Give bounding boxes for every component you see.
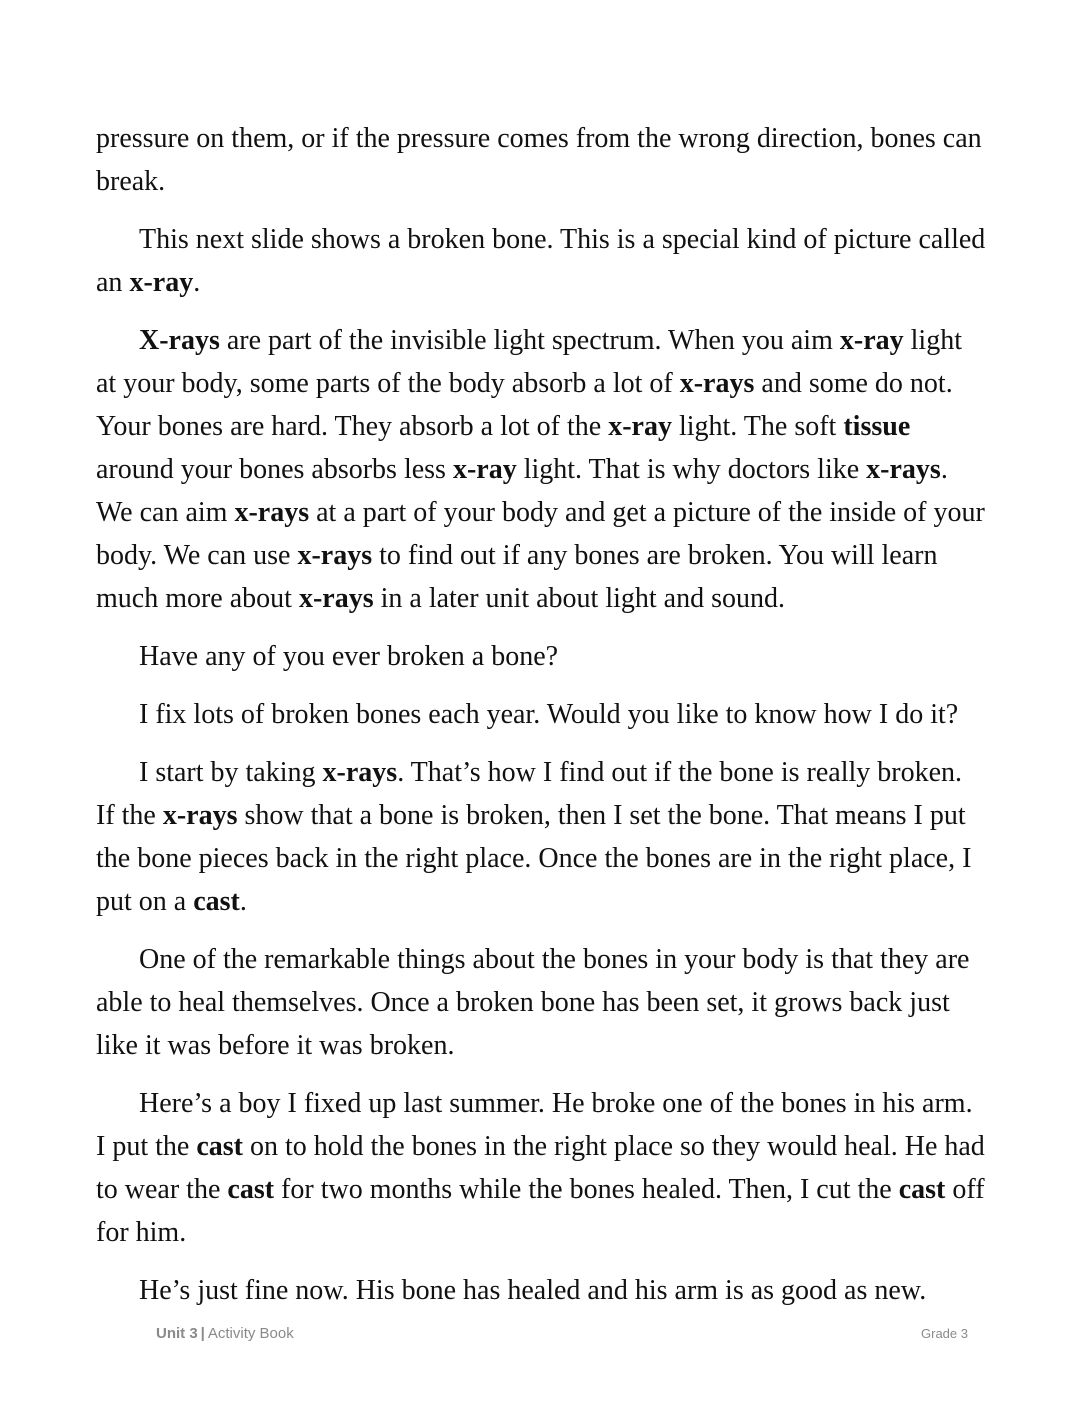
text-run: for two months while the bones healed. Then, I cut the bbox=[274, 1174, 899, 1205]
body-paragraph bbox=[96, 117, 986, 203]
text-run: light. That is why doctors like bbox=[516, 454, 867, 485]
text-run: This next slide shows a broken bone. This is a special kind of picture called an bbox=[96, 224, 986, 298]
bold-term: cast bbox=[196, 1131, 243, 1162]
body-paragraph bbox=[96, 1269, 986, 1312]
bold-term: x-rays bbox=[297, 540, 373, 571]
bold-term: x-ray bbox=[608, 411, 672, 442]
text-run: . That’s how I find out if the bone is really broken. If the bbox=[96, 757, 962, 831]
body-paragraph bbox=[96, 938, 986, 1067]
footer-separator: | bbox=[200, 1325, 205, 1342]
bold-term: x-rays bbox=[234, 497, 310, 528]
text-run: off for him. bbox=[96, 1174, 985, 1248]
text-run: show that a bone is broken, then I set the bone. That means I put the bone pieces back in the right place. Once the bones are in the right place, I put on a bbox=[96, 800, 972, 917]
footer-grade: Grade 3 bbox=[921, 1326, 968, 1341]
footer-left bbox=[156, 1325, 294, 1342]
body-paragraph bbox=[96, 751, 986, 923]
bold-term: x-rays bbox=[866, 454, 941, 485]
text-run: on to hold the bones in the right place so they would heal. He had to wear the bbox=[96, 1131, 985, 1205]
bold-term: x-ray bbox=[452, 454, 517, 485]
text-run: pressure on them, or if the pressure comes from the wrong direction, bones can break. bbox=[96, 123, 982, 197]
text-run: . bbox=[193, 267, 201, 298]
bold-term: cast bbox=[193, 886, 240, 917]
body-paragraph bbox=[96, 1082, 986, 1254]
bold-term: x-rays bbox=[322, 757, 398, 788]
bold-term: x-ray bbox=[129, 267, 194, 298]
text-run: to find out if any bones are broken. You will learn much more about bbox=[96, 540, 938, 614]
text-run: . We can aim bbox=[96, 454, 948, 528]
bold-term: x-rays bbox=[298, 583, 374, 614]
bold-term: X-rays bbox=[139, 325, 220, 356]
text-run: One of the remarkable things about the bones in your body is that they are able to heal themselves. Once a broken bone has been set, it grows back just like it was before it was broken. bbox=[96, 944, 970, 1061]
text-run: at a part of your body and get a picture of the inside of your body. We can use bbox=[96, 497, 985, 571]
bold-term: x-rays bbox=[162, 800, 238, 831]
text-run: light. The soft bbox=[671, 411, 844, 442]
text-run: . bbox=[239, 886, 247, 917]
bold-term: x-rays bbox=[679, 368, 755, 399]
text-run: in a later unit about light and sound. bbox=[373, 583, 785, 614]
footer-book-title: Activity Book bbox=[207, 1325, 294, 1342]
body-paragraph bbox=[96, 635, 986, 678]
text-run: Here’s a boy I fixed up last summer. He broke one of the bones in his arm. I put the bbox=[96, 1088, 973, 1162]
bold-term: tissue bbox=[843, 411, 911, 442]
bold-term: x-ray bbox=[839, 325, 904, 356]
bold-term: cast bbox=[227, 1174, 275, 1205]
body-paragraph bbox=[96, 693, 986, 736]
text-run: light at your body, some parts of the body absorb a lot of bbox=[96, 325, 962, 399]
footer-unit: Unit 3 bbox=[156, 1325, 198, 1342]
text-run: Have any of you ever broken a bone? bbox=[139, 641, 559, 672]
text-run: He’s just fine now. His bone has healed and his arm is as good as new. bbox=[139, 1275, 927, 1306]
page-body-text bbox=[96, 117, 986, 1327]
text-run: I fix lots of broken bones each year. Would you like to know how I do it? bbox=[139, 699, 959, 730]
bold-term: cast bbox=[898, 1174, 946, 1205]
text-run: I start by taking bbox=[139, 757, 323, 788]
text-run: and some do not. Your bones are hard. They absorb a lot of the bbox=[96, 368, 953, 442]
text-run: are part of the invisible light spectrum. When you aim bbox=[219, 325, 840, 356]
body-paragraph bbox=[96, 218, 986, 304]
text-run: around your bones absorbs less bbox=[96, 454, 453, 485]
body-paragraph bbox=[96, 319, 986, 620]
